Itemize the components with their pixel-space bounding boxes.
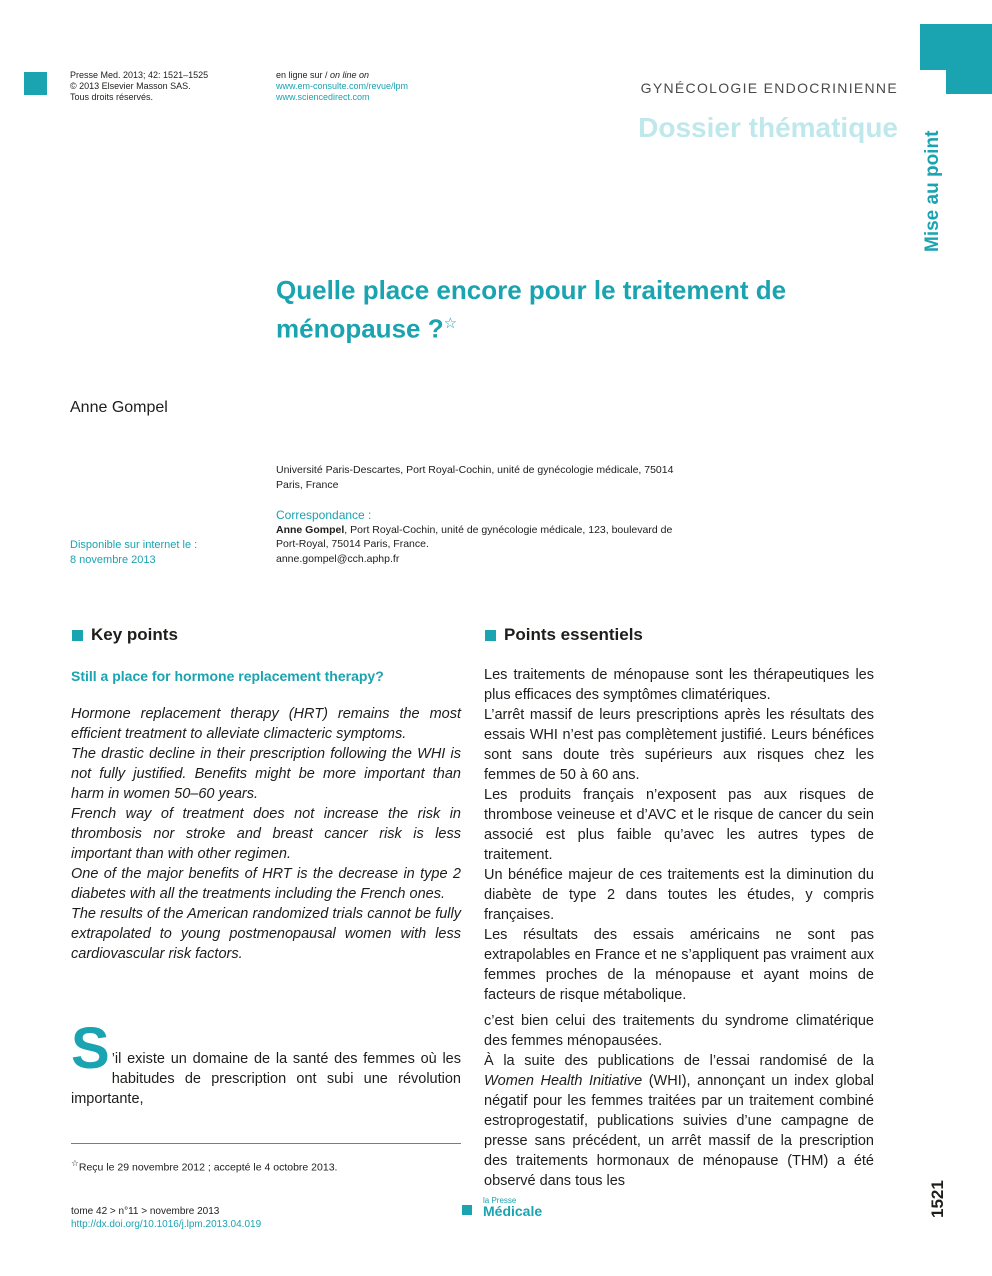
key-points-heading — [72, 625, 178, 645]
body-right-column — [484, 1011, 874, 1191]
footnote-text: Reçu le 29 novembre 2012 ; accepté le 4 octobre 2013. — [78, 1161, 338, 1174]
section-bullet-icon — [485, 630, 496, 641]
page-number: 1521 — [928, 1180, 947, 1218]
section-bullet-icon — [72, 630, 83, 641]
title-line-1: Quelle place encore pour le traitement de — [276, 275, 787, 305]
correspondence-email[interactable]: anne.gompel@cch.aphp.fr — [276, 552, 400, 565]
body-right-paragraph-2 — [484, 1051, 874, 1191]
footer-logo-square — [462, 1205, 472, 1215]
correspondence-label: Correspondance : — [276, 508, 372, 522]
footnote-star-icon: ☆ — [71, 1158, 79, 1168]
link-sciencedirect[interactable]: www.sciencedirect.com — [276, 92, 370, 102]
available-info — [70, 538, 197, 568]
key-points-text — [71, 704, 461, 964]
title-line-2 — [276, 307, 896, 346]
correspondence-line-2: Port-Royal, 75014 Paris, France. — [276, 538, 429, 550]
footnote-rule — [71, 1143, 461, 1144]
category-label: GYNÉCOLOGIE ENDOCRINIENNE — [640, 80, 898, 96]
body-left-column — [71, 1016, 461, 1109]
key-point-paragraph: Hormone replacement therapy (HRT) remains the most efficient treatment to alleviate climacteric symptoms. — [71, 706, 461, 742]
key-point-paragraph: One of the major benefits of HRT is the decrease in type 2 diabetes with all the treatments including the French ones. — [71, 866, 461, 902]
author-name: Anne Gompel — [70, 399, 168, 416]
correspondence-name: Anne Gompel — [276, 523, 345, 536]
corner-tab-notch — [920, 70, 946, 96]
key-point-paragraph: The drastic decline in their prescription following the WHI is not fully justified. Benefits might be more important than harm in women 50–60 years. — [71, 746, 461, 802]
footer-logo-small: la Presse — [483, 1196, 517, 1205]
points-essentiels-heading-text: Points essentiels — [504, 625, 643, 644]
footer-logo-big: Médicale — [483, 1203, 543, 1219]
essentiel-paragraph: Les traitements de ménopause sont les thérapeutiques les plus efficaces des symptômes climatériques. — [484, 667, 874, 703]
link-em-consulte[interactable]: www.em-consulte.com/revue/lpm — [276, 81, 409, 91]
affiliation-line-2: Paris, France — [276, 479, 339, 491]
footer-issue: tome 42 > n°11 > novembre 2013 — [71, 1206, 220, 1217]
journal-info — [70, 70, 260, 103]
footer-logo — [483, 1195, 542, 1217]
body-right-paragraph-1: c’est bien celui des traitements du syndrome climatérique des femmes ménopausées. — [484, 1013, 874, 1049]
online-info — [276, 70, 496, 103]
essentiel-paragraph: Les résultats des essais américains ne sont pas extrapolables en France et ne s’appliquent pas vraiment aux femmes proches de la ménopause et ayant moins de facteurs de risque métabolique. — [484, 927, 874, 1003]
affiliation-line-1: Université Paris-Descartes, Port Royal-Cochin, unité de gynécologie médicale, 75014 — [276, 464, 674, 476]
key-points-subtitle: Still a place for hormone replacement therapy? — [71, 668, 384, 684]
journal-line-2: © 2013 Elsevier Masson SAS. — [70, 81, 191, 91]
journal-line-1: Presse Med. 2013; 42: 1521–1525 — [70, 70, 209, 80]
online-label-en: on line on — [330, 70, 370, 80]
essentiel-paragraph: L’arrêt massif de leurs prescriptions après les résultats des essais WHI n’est pas complètement justifié. Leurs bénéfices sont sans doute très supérieurs aux risques chez les femmes de 50 à 60 ans. — [484, 707, 874, 783]
corner-square — [24, 72, 47, 95]
body-right-italic: Women Health Initiative — [484, 1073, 643, 1089]
side-tab-label: Mise au point — [922, 130, 943, 252]
title-line-2-text: ménopause ? — [276, 313, 444, 344]
body-right-text-b: (WHI), annonçant un index global négatif pour les femmes traitées par un traitement combiné estroprogestatif, publications suivies d’une campagne de presse sans précédent, un arrêt massif de la prescription des traitements hormonaux de ménopause (THM) a été observé dans tous les — [484, 1073, 874, 1189]
key-points-heading-text: Key points — [91, 625, 178, 644]
correspondence — [276, 508, 716, 566]
correspondence-line-1 — [276, 523, 716, 538]
body-left-text: ’il existe un domaine de la santé des femmes où les habitudes de prescription ont subi une révolution importante, — [71, 1051, 461, 1107]
dossier-label: Dossier thématique — [638, 112, 898, 143]
dropcap: S — [71, 1016, 110, 1081]
online-label — [276, 70, 496, 81]
article-title — [276, 274, 896, 346]
correspondence-rest: , Port Royal-Cochin, unité de gynécologie médicale, 123, boulevard de — [344, 523, 673, 536]
footnote — [71, 1158, 337, 1174]
body-right-text-a: À la suite des publications de l’essai randomisé de la — [484, 1053, 874, 1069]
footer-doi-link[interactable]: http://dx.doi.org/10.1016/j.lpm.2013.04.019 — [71, 1219, 262, 1230]
points-essentiels-heading — [485, 625, 643, 645]
available-label: Disponible sur internet le : — [70, 539, 198, 551]
points-essentiels-text — [484, 665, 874, 1005]
available-date: 8 novembre 2013 — [70, 554, 156, 566]
key-point-paragraph: French way of treatment does not increase the risk in thrombosis nor stroke and breast cancer risk is less important than with other regimen. — [71, 806, 461, 862]
affiliation — [276, 463, 716, 493]
journal-line-3: Tous droits réservés. — [70, 92, 154, 102]
essentiel-paragraph: Un bénéfice majeur de ces traitements est la diminution du diabète de type 2 dans toutes les études, y compris françaises. — [484, 867, 874, 923]
key-point-paragraph: The results of the American randomized trials cannot be fully extrapolated to young postmenopausal women with less cardiovascular risk factors. — [71, 906, 461, 962]
essentiel-paragraph: Les produits français n’exposent pas aux risques de thrombose veineuse et d’AVC et le risque de cancer du sein associé est plus faible qu’avec les autres types de traitement. — [484, 787, 874, 863]
title-star-icon: ☆ — [443, 315, 458, 332]
online-label-fr: en ligne sur / — [276, 70, 331, 80]
